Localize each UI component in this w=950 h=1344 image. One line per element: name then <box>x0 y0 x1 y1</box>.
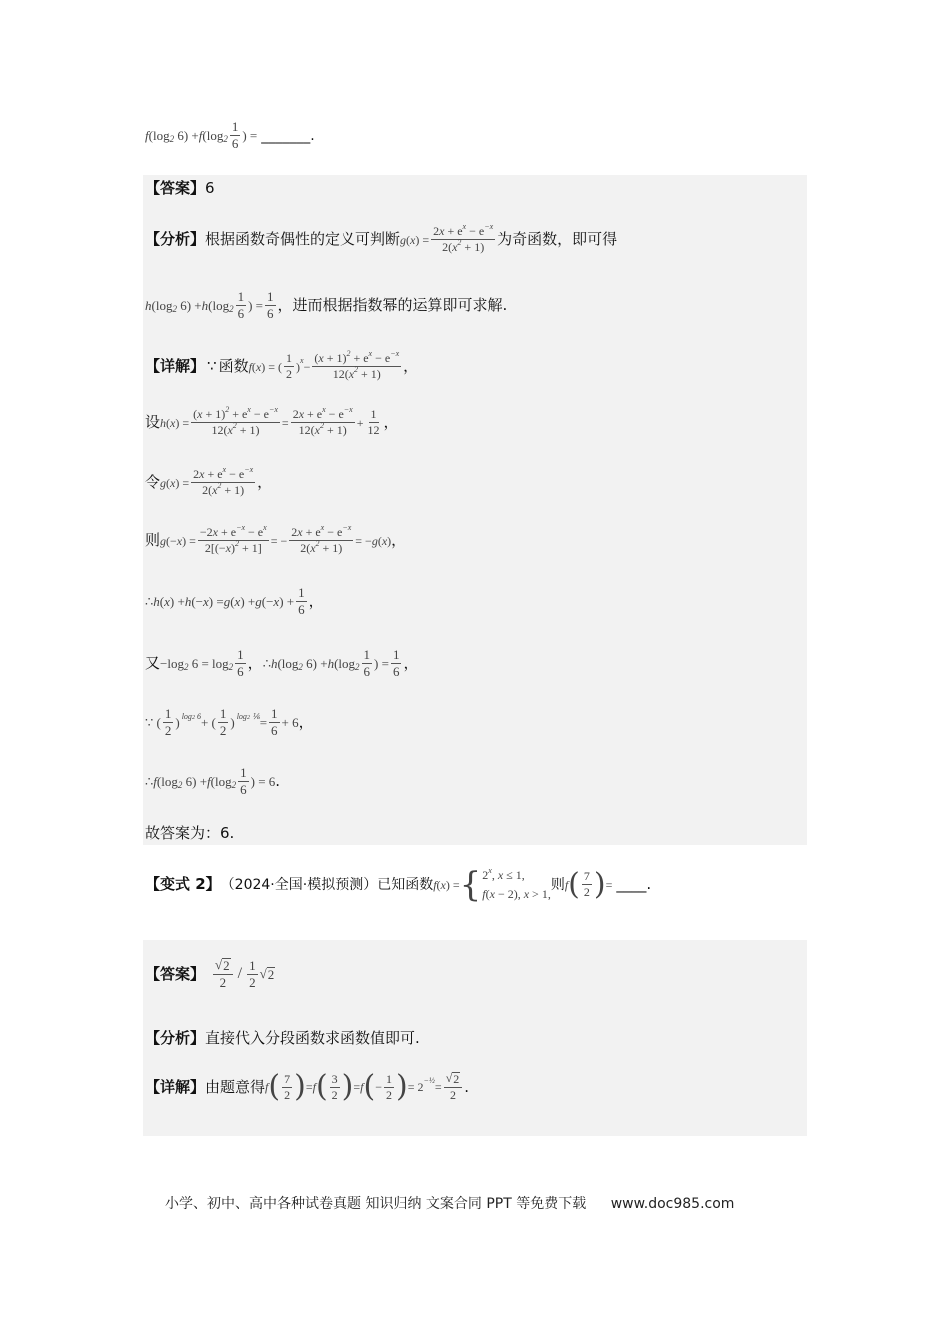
h-sum-identity-formula: ∴ h ( x ) + h (− x ) = g ( x ) + g (− x ) + $\frac{1}{6}$ <box>145 585 305 618</box>
footer-text: 小学、初中、高中各种试卷真题 知识归纳 文案合同 PPT 等免费下载 <box>165 1196 587 1212</box>
answer-2-label: 【答案】 <box>145 964 206 983</box>
detail-label: 【详解】 <box>145 357 206 376</box>
h-log-sum-formula: ∴ h (log 2 6) + h (log 2 $\frac{1}{6}$ ) = $\frac{1}{6}$ <box>262 647 400 680</box>
detail-1-also: 又 −log 2 6 = log 2 $\frac{1}{6}$ ， ∴ h (log 2 6) + h (log 2 $\frac{1}{6}$ ) = $\frac{1}{6}$ ， <box>145 647 419 680</box>
page-footer <box>165 1193 734 1213</box>
variant-label: 【变式 2】 <box>145 875 221 894</box>
detail-1-let-g: 令 g ( x ) = $\frac{2x + e^x - e^{-x}}{2(x^2 + 1)}$ ， <box>145 465 273 498</box>
conclusion-text: 故答案为：6. <box>145 824 235 842</box>
detail-1-conclusion <box>145 826 234 841</box>
variant-source: （2024·全国·模拟预测）已知函数 <box>220 876 434 893</box>
f-result-formula: ∴ f (log 2 6) + f (log 2 $\frac{1}{6}$ ) = 6 <box>145 765 276 798</box>
detail-1-because-exp: ∵ ( $\frac{1}{2}$ ) log2 6 + ( $\frac{1}{2}$ ) log2 ⅙ = $\frac{1}{6}$ + 6 ， <box>145 706 314 739</box>
let-g-word: 令 <box>145 473 161 492</box>
analysis-text-b: 为奇函数，即可得 <box>497 230 618 249</box>
analysis-text-a: 根据函数奇偶性的定义可判断 <box>205 230 401 249</box>
f-definition-formula: f ( x ) = ( $\frac{1}{2}$ ) x − $\frac{(x + 1)^2 + e^x - e^{-x}}{12(x^2 + 1)}$ <box>248 349 400 382</box>
analysis-2 <box>145 1031 420 1046</box>
answer-1 <box>145 181 215 196</box>
h-sum-formula: h (log 2 6) + h (log 2 $\frac{1}{6}$ ) = $\frac{1}{6}$ <box>145 289 274 322</box>
g-odd-formula: g (− x ) = $\frac{-2x + e^{-x} - e^x}{2[(-x)^2 + 1]}$ = − $\frac{2x + e^x - e^{-x}}{2(x^2 + 1)}$ = − g ( x ) <box>160 523 392 556</box>
detail-intro-text: 函数 <box>218 357 249 376</box>
piecewise-f-formula: f ( x ) = { 2$^x$, x ≤ 1, f(x − 2), x > 1, <box>433 864 551 905</box>
footer-site-link[interactable]: www.doc985.com <box>610 1196 735 1212</box>
answer-2-formula: √ 2 2 / $\frac{1}{2}$ √ 2 <box>215 957 275 991</box>
then-word-2: 则 <box>550 876 565 893</box>
then-word: 则 <box>145 531 161 550</box>
detail-2-text: 由题意得 <box>205 1077 266 1096</box>
problem-equation-line <box>145 120 315 152</box>
analysis-label: 【分析】 <box>145 230 206 249</box>
also-word: 又 <box>145 654 161 673</box>
detail-1-then: 则 g (− x ) = $\frac{-2x + e^{-x} - e^x}{2[(-x)^2 + 1]}$ = − $\frac{2x + e^x - e^{-x}}{2(x^2 + 1)}$ = − g ( x ) ， <box>145 523 407 556</box>
detail-2-label: 【详解】 <box>145 1077 206 1096</box>
answer-label: 【答案】 <box>145 179 206 197</box>
answer-value: 6 <box>205 179 215 197</box>
answer-blank: _______. <box>261 127 315 144</box>
detail-1-therefore-f: ∴ f (log 2 6) + f (log 2 $\frac{1}{6}$ ) = 6 . <box>145 765 281 798</box>
exponent-sum-formula: ∵ ( $\frac{1}{2}$ ) log2 6 + ( $\frac{1}{2}$ ) log2 ⅙ = $\frac{1}{6}$ + 6 <box>145 706 299 739</box>
g-definition-formula-2: g ( x ) = $\frac{2x + e^x - e^{-x}}{2(x^2 + 1)}$ <box>160 465 254 498</box>
analysis-1-continued <box>145 290 507 322</box>
detail-2-formula: f ( $\frac{7}{2}$ ) = f ( $\frac{3}{2}$ ) = f ( − $\frac{1}{2}$ ) = 2 −½ = √ 2 2 <box>265 1072 464 1102</box>
solution-box-1 <box>143 175 807 845</box>
variant-2-problem <box>145 866 651 903</box>
analysis-2-label: 【分析】 <box>145 1029 206 1047</box>
detail-1-therefore-h: ∴ h ( x ) + h (− x ) = g ( x ) + g (− x ) + $\frac{1}{6}$ ， <box>145 585 324 618</box>
problem-formula: f (log 2 6) + f (log 2 $\frac{1}{6}$ ) = <box>145 119 258 152</box>
log-identity-formula: −log 2 6 = log 2 $\frac{1}{6}$ <box>160 647 244 680</box>
detail-1-let-h: 设 h ( x ) = $\frac{(x + 1)^2 + e^x - e^{-x}}{12(x^2 + 1)}$ = $\frac{2x + e^x - e^{-x}}{12(x^2 + 1)}$ + $\frac{1}{12}$ ， <box>145 405 399 438</box>
f-seven-halves: f ( $\frac{7}{2}$ ) = <box>564 866 613 902</box>
detail-1-intro: 【详解】 ∵ 函数 f ( x ) = ( $\frac{1}{2}$ ) x − $\frac{(x + 1)^2 + e^x - e^{-x}}{12(x^2 + 1)}$ ， <box>145 349 419 382</box>
analysis-2-text: 直接代入分段函数求函数值即可. <box>205 1029 420 1047</box>
answer-2 <box>145 958 275 991</box>
analysis-text-c: ，进而根据指数幂的运算即可求解. <box>277 296 508 315</box>
variant-blank: ____. <box>616 875 652 894</box>
analysis-1 <box>145 222 618 255</box>
let-h-word: 设 <box>145 413 161 432</box>
detail-2: 【详解】 由题意得 f ( $\frac{7}{2}$ ) = f ( $\frac{3}{2}$ ) = f ( − $\frac{1}{2}$ ) = 2 −½ = √ 2 2 . <box>145 1069 470 1105</box>
g-definition-formula: g ( x ) = $\frac{2x + e^x - e^{-x}}{2(x^2 + 1)}$ <box>400 222 494 255</box>
h-definition-formula: h ( x ) = $\frac{(x + 1)^2 + e^x - e^{-x}}{12(x^2 + 1)}$ = $\frac{2x + e^x - e^{-x}}{12(x^2 + 1)}$ + $\frac{1}{12}$ <box>160 405 380 438</box>
